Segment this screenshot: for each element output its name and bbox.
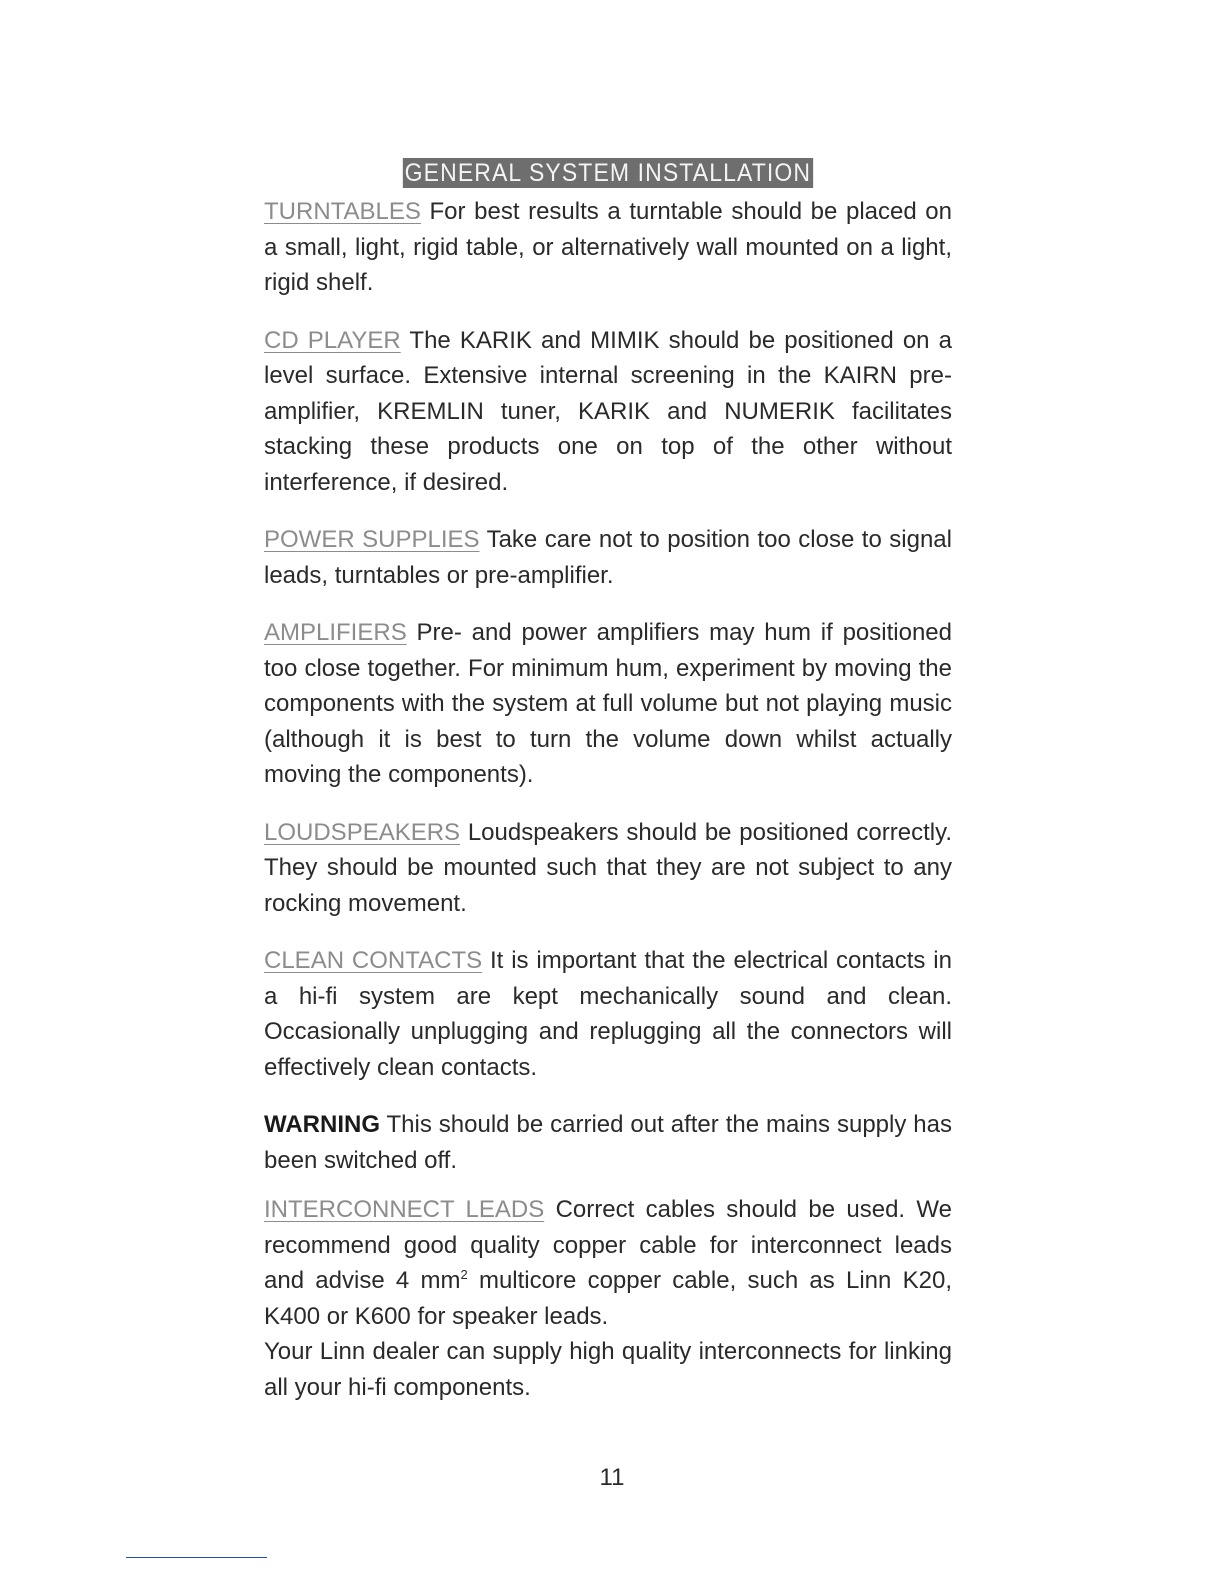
section-body: It is important that the electrical contacts in a hi-fi system are kept mechanically sound and clean. Occasionally unplugging and replugging all the connectors will effectively clean contacts. [264,947,952,1081]
title-container [264,158,952,188]
warning-body: This should be carried out after the mains supply has been switched off. [264,1111,952,1174]
section-amplifiers [264,615,952,793]
section-body: Loudspeakers should be positioned correctly. They should be mounted such that they are not subject to any rocking movement. [264,818,952,917]
document-page [264,158,952,1427]
page-title: GENERAL SYSTEM INSTALLATION [404,159,812,187]
section-heading: AMPLIFIERS [264,619,407,646]
section-body: Correct cables should be used. We recommend good quality copper cable for interconnect leads and advise 4 mm [264,1196,952,1294]
section-body: The KARIK and MIMIK should be positioned on a level surface. Extensive internal screening in the KAIRN pre-amplifier, KREMLIN tuner, KARIK and NUMERIK facilitates stacking these products one on top of the other without interference, if desired. [264,326,952,496]
section-heading: TURNTABLES [264,198,421,225]
section-heading: CLEAN CONTACTS [264,947,483,974]
section-heading: INTERCONNECT LEADS [264,1196,545,1223]
section-loudspeakers [264,815,952,922]
section-cd-player [264,323,952,501]
page-number: 11 [599,1464,625,1491]
warning-label: WARNING [264,1111,380,1138]
section-turntables [264,194,952,301]
section-heading: CD PLAYER [264,326,401,354]
superscript-2: 2 [460,1267,468,1282]
section-clean-contacts [264,943,952,1085]
section-heading: POWER SUPPLIES [264,526,480,553]
section-interconnect-leads [264,1192,952,1334]
section-power-supplies [264,522,952,593]
footnote-divider [126,1557,267,1558]
section-heading: LOUDSPEAKERS [264,818,461,846]
dealer-paragraph: Your Linn dealer can supply high quality interconnects for linking all your hi-fi components. [264,1338,952,1401]
section-body-continued: multicore copper cable, such as Linn K20, K400 or K600 for speaker leads. [264,1267,952,1330]
warning-paragraph [264,1107,952,1178]
section-body: Pre- and power amplifiers may hum if positioned too close together. For minimum hum, experiment by moving the components with the system at full volume but not playing music (although it is best to turn the volume down whilst actually moving the components). [264,619,952,788]
section-body: For best results a turntable should be placed on a small, light, rigid table, or alternatively wall mounted on a light, rigid shelf. [264,198,952,296]
section-body: Take care not to position too close to signal leads, turntables or pre-amplifier. [264,526,952,589]
